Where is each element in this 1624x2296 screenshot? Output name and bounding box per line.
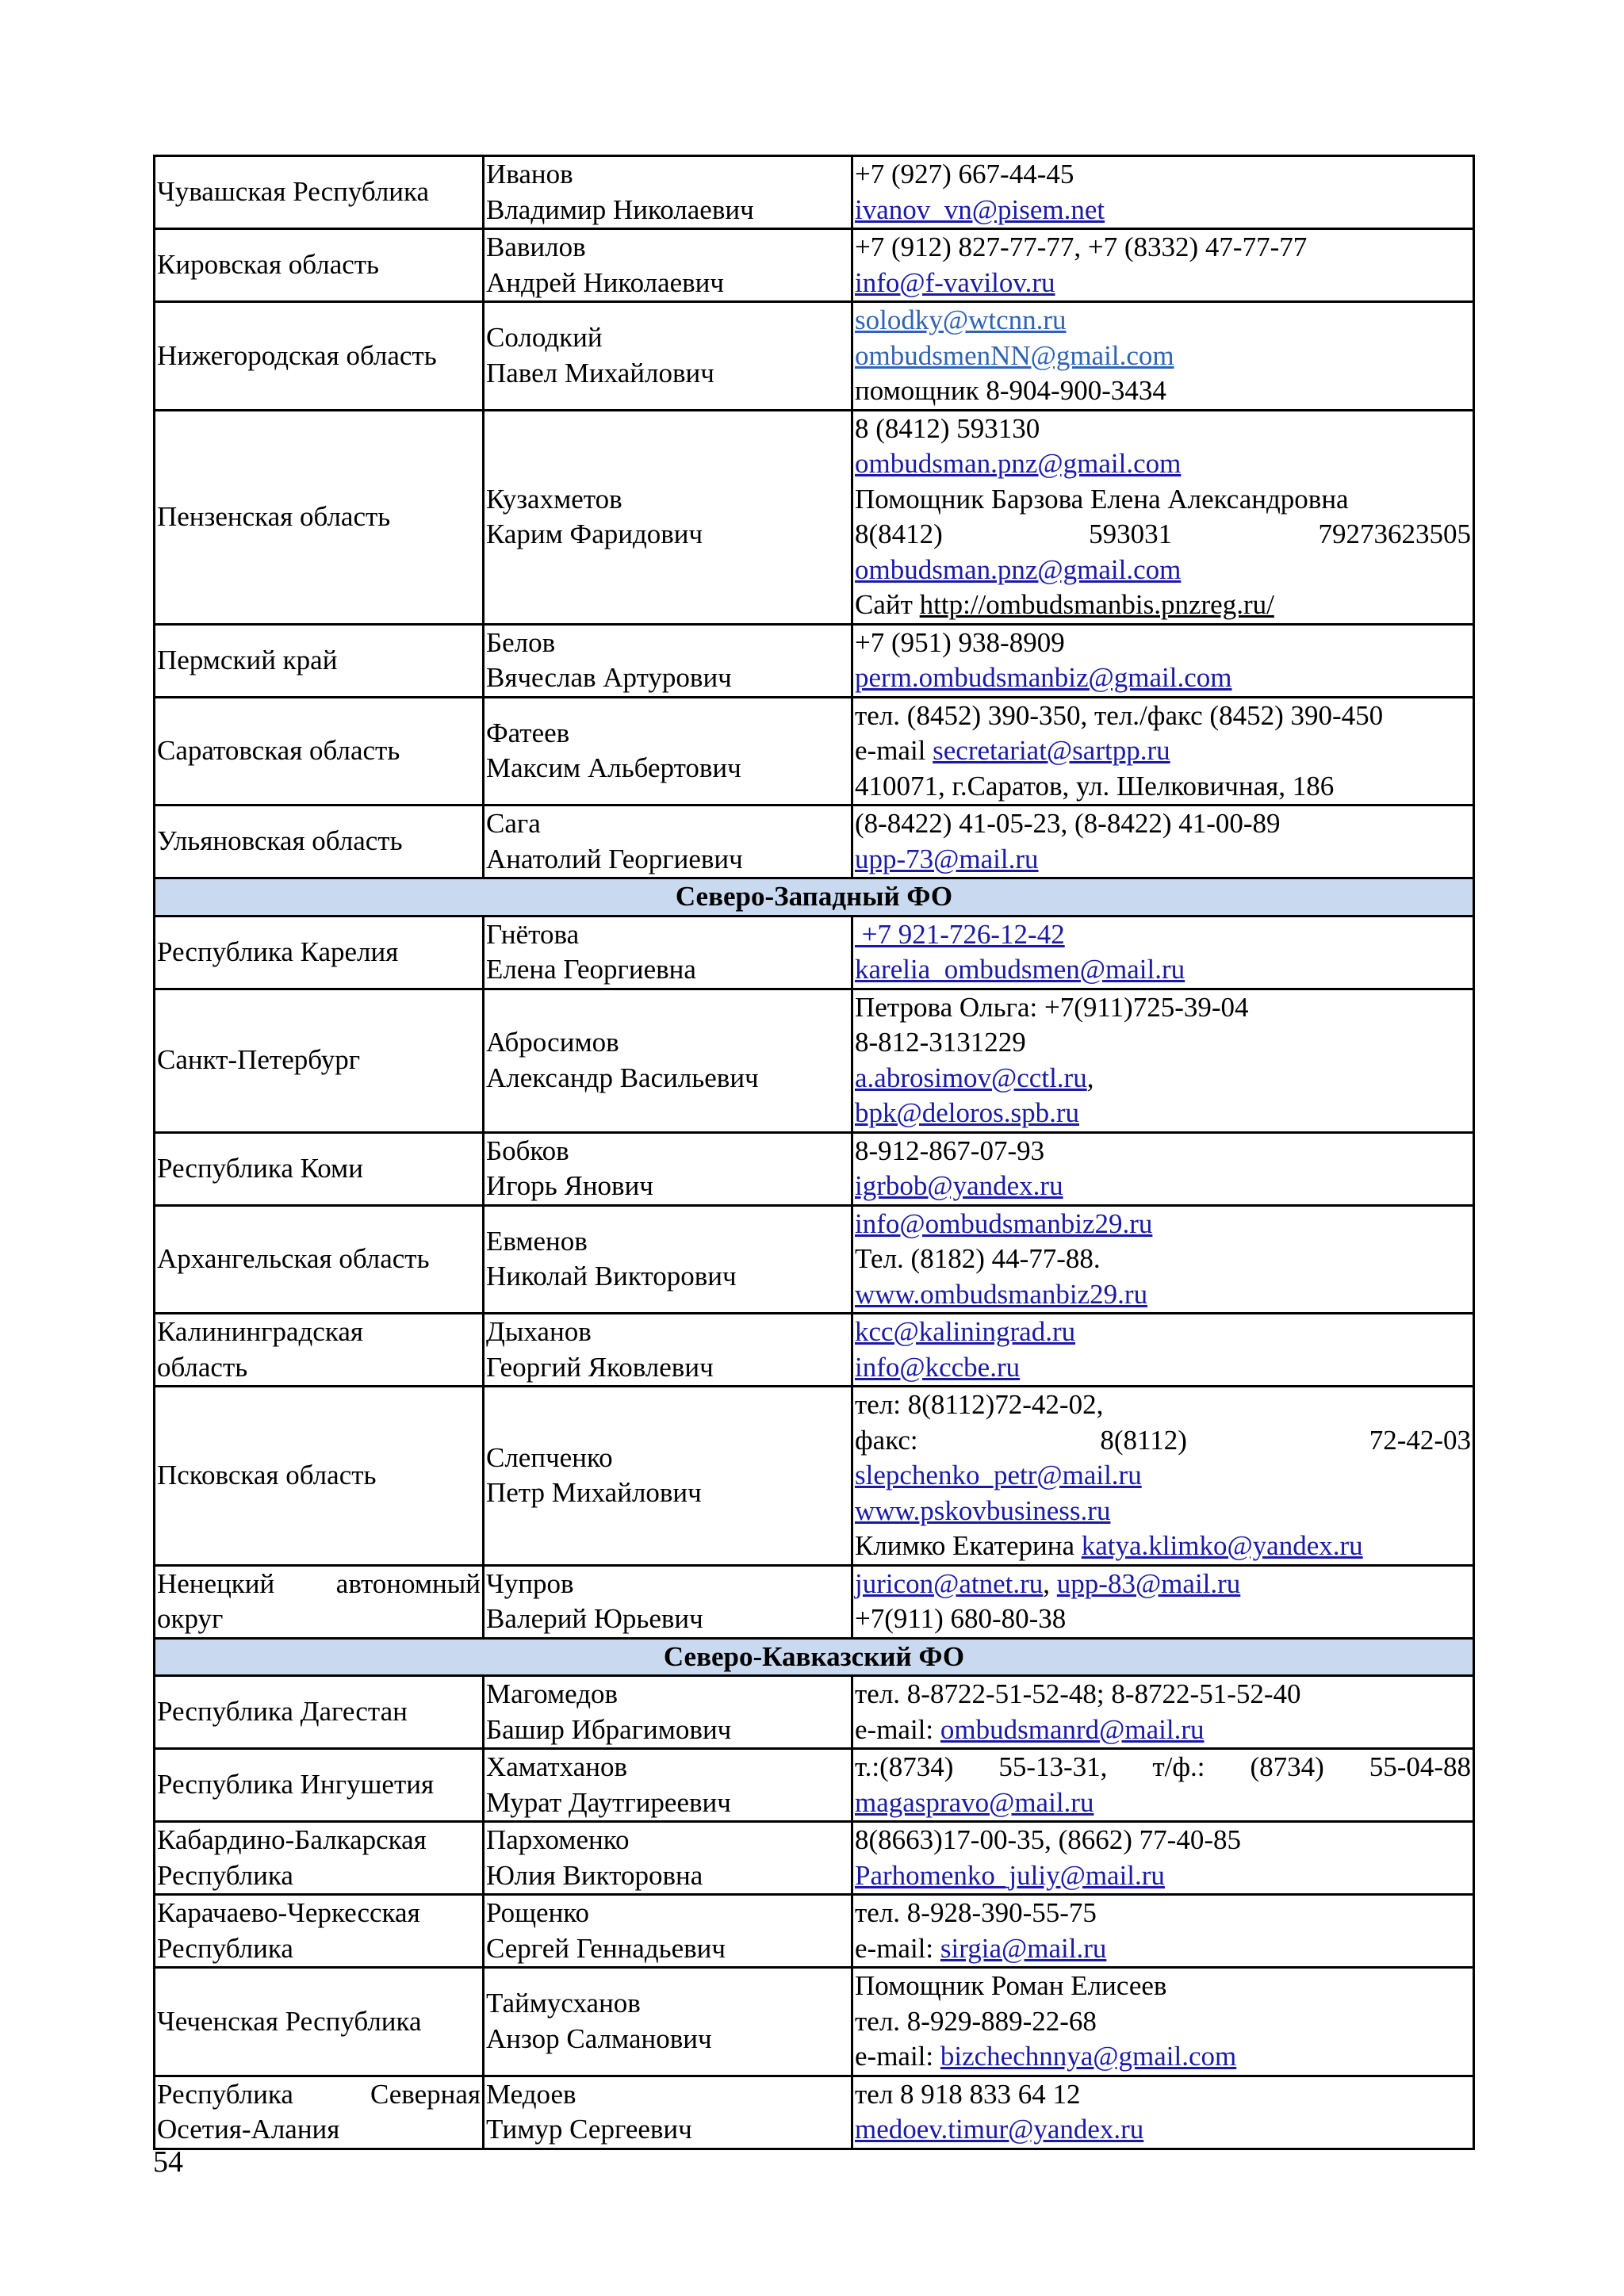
- ombudsman-name-cell: [484, 697, 852, 806]
- region-cell: [155, 229, 484, 302]
- surname: Таймусханов: [486, 1988, 641, 2019]
- surname: Белов: [486, 626, 556, 658]
- ombudsman-contacts-table: [153, 155, 1475, 2150]
- contact-line: [855, 842, 1471, 878]
- ombudsman-name-cell: [484, 806, 852, 878]
- contact-line: [855, 698, 1471, 734]
- contact-line: [855, 1061, 1471, 1096]
- contact-text: 8-812-3131229: [855, 1027, 1026, 1058]
- region-cell: [155, 156, 484, 229]
- table-row: [155, 410, 1474, 624]
- region-name: Ульяновская область: [157, 825, 403, 857]
- contact-line: [855, 1314, 1471, 1350]
- region-name: Карачаево-Черкесская: [157, 1897, 420, 1928]
- email-link[interactable]: info@f-vavilov.ru: [855, 266, 1055, 298]
- contact-text: e-mail:: [855, 1932, 940, 1964]
- given-names: Петр Михайлович: [486, 1477, 702, 1509]
- web-link[interactable]: www.pskovbusiness.ru: [855, 1494, 1111, 1526]
- contact-line: [855, 339, 1471, 374]
- region-cell: [155, 2076, 484, 2149]
- surname: Вавилов: [486, 232, 586, 262]
- surname: Абросимов: [486, 1027, 619, 1058]
- given-names: Георгий Яковлевич: [486, 1351, 714, 1383]
- surname: Иванов: [486, 159, 573, 189]
- given-names: Башир Ибрагимович: [486, 1713, 732, 1745]
- region-cell: [155, 916, 484, 989]
- email-link[interactable]: karelia_ombudsmen@mail.ru: [855, 954, 1185, 985]
- contact-text: 79273623505: [1318, 519, 1471, 549]
- contact-line: [855, 1931, 1471, 1967]
- ombudsman-name-cell: [484, 1822, 852, 1895]
- contact-line: [855, 303, 1471, 339]
- contact-cell: [852, 1895, 1474, 1968]
- region-cell: [155, 806, 484, 878]
- page-number: 54: [153, 2145, 183, 2179]
- given-names: Николай Викторович: [486, 1261, 737, 1292]
- email-link[interactable]: ivanov_vn@pisem.net: [855, 193, 1105, 225]
- surname: Фатеев: [486, 717, 570, 748]
- contact-text: тел: 8(8112)72-42-02,: [855, 1389, 1104, 1420]
- web-link[interactable]: +7 921-726-12-42: [855, 918, 1065, 950]
- contact-line: [855, 1458, 1471, 1494]
- given-names: Валерий Юрьевич: [486, 1603, 703, 1634]
- region-name: Республика Дагестан: [157, 1696, 408, 1728]
- contact-line: [855, 1277, 1471, 1313]
- table-row: [155, 1749, 1474, 1822]
- email-link[interactable]: ombudsmenNN@gmail.com: [855, 339, 1174, 371]
- ombudsman-name-cell: [484, 1565, 852, 1638]
- contact-text: 8(8112): [1100, 1424, 1187, 1456]
- surname: Медоев: [486, 2078, 576, 2110]
- contact-text: Климко Екатерина: [855, 1530, 1082, 1561]
- region-name: Санкт-Петербург: [157, 1044, 361, 1076]
- contact-text: +7 (912) 827-77-77, +7 (8332) 47-77-77: [855, 232, 1308, 262]
- contact-line: [855, 1350, 1471, 1386]
- region-name: Республика: [157, 1932, 293, 1964]
- contact-text: т.:(8734): [855, 1751, 954, 1782]
- contact-line: [855, 1712, 1471, 1748]
- ombudsman-name-cell: [484, 1749, 852, 1822]
- region-cell: [155, 1387, 484, 1566]
- contact-text: 55-04-88: [1369, 1751, 1471, 1782]
- contact-line: [855, 806, 1471, 842]
- surname: Солодкий: [486, 322, 603, 354]
- email-link[interactable]: perm.ombudsmanbiz@gmail.com: [855, 662, 1232, 693]
- contact-line: [855, 1858, 1471, 1894]
- contact-cell: [852, 624, 1474, 697]
- contact-text: 8(8663)17-00-35, (8662) 77-40-85: [855, 1824, 1241, 1855]
- region-name: Псковская область: [157, 1460, 377, 1490]
- given-names: Сергей Геннадьевич: [486, 1932, 726, 1964]
- region-cell: [155, 989, 484, 1132]
- contact-line: [855, 1025, 1471, 1061]
- table-row: [155, 156, 1474, 229]
- contact-cell: [852, 989, 1474, 1132]
- email-link[interactable]: upp-73@mail.ru: [855, 843, 1039, 874]
- region-name: Калининградская: [157, 1316, 363, 1347]
- contact-text: 410071, г.Саратов, ул. Шелковичная, 186: [855, 770, 1335, 802]
- contact-line: [855, 1896, 1471, 1931]
- federal-district-title: Северо-Кавказский ФО: [155, 1638, 1474, 1676]
- region-cell: [155, 697, 484, 806]
- contact-line: [855, 373, 1471, 409]
- table-row: [155, 1205, 1474, 1314]
- email-link[interactable]: ombudsmanrd@mail.ru: [940, 1713, 1205, 1745]
- contact-line: [855, 157, 1471, 193]
- contact-line: [855, 1169, 1471, 1204]
- contact-line: [855, 193, 1471, 228]
- contact-line: [855, 266, 1471, 301]
- surname: Евменов: [486, 1225, 588, 1257]
- region-cell: [155, 1968, 484, 2076]
- contact-line: [855, 411, 1471, 447]
- contact-cell: [852, 302, 1474, 411]
- contact-text: +7 (951) 938-8909: [855, 626, 1065, 658]
- surname: Хаматханов: [486, 1751, 627, 1782]
- region-cell: [155, 1205, 484, 1314]
- contact-text: ,: [1043, 1567, 1057, 1599]
- email-link[interactable]: Parhomenko_juliy@mail.ru: [855, 1859, 1165, 1891]
- table-row: [155, 1968, 1474, 2076]
- surname: Гнётова: [486, 918, 580, 950]
- contact-cell: [852, 1314, 1474, 1387]
- ombudsman-name-cell: [484, 156, 852, 229]
- email-link[interactable]: igrbob@yandex.ru: [855, 1170, 1063, 1201]
- contact-text: Сайт: [855, 589, 920, 620]
- region-cell: [155, 1749, 484, 1822]
- contact-cell: [852, 697, 1474, 806]
- contact-text: тел. 8-928-390-55-75: [855, 1897, 1097, 1928]
- contact-line: [855, 1677, 1471, 1712]
- surname: Слепченко: [486, 1441, 613, 1473]
- email-link[interactable]: juricon@atnet.ru: [855, 1567, 1044, 1599]
- surname: Чупров: [486, 1567, 574, 1599]
- table-row: [155, 1822, 1474, 1895]
- federal-district-title: Северо-Западный ФО: [155, 878, 1474, 916]
- contact-text: 55-13-31,: [998, 1751, 1108, 1782]
- contact-cell: [852, 229, 1474, 302]
- table-row: [155, 1895, 1474, 1968]
- contact-text: 8(8412): [855, 519, 943, 549]
- contact-text: Тел. (8182) 44-77-88.: [855, 1243, 1101, 1274]
- table-row: [155, 624, 1474, 697]
- contact-line: [855, 1567, 1471, 1602]
- ombudsman-name-cell: [484, 989, 852, 1132]
- table-row: [155, 1132, 1474, 1205]
- given-names: Тимур Сергеевич: [486, 2114, 692, 2145]
- contact-text: тел 8 918 833 64 12: [855, 2078, 1081, 2110]
- contact-text: e-mail: [855, 735, 933, 766]
- region-name: Пермский край: [157, 644, 338, 675]
- contact-text: Помощник Роман Елисеев: [855, 1970, 1167, 2001]
- region-cell: [155, 1676, 484, 1749]
- region-name: Республика Северная Осетия-Алания: [157, 2078, 481, 2145]
- contact-cell: [852, 1822, 1474, 1895]
- surname: Сага: [486, 808, 541, 839]
- web-link[interactable]: http://ombudsmanbis.pnzreg.ru/: [919, 589, 1274, 620]
- table-row: [155, 1676, 1474, 1749]
- contact-line: [855, 446, 1471, 482]
- table-row: [155, 806, 1474, 878]
- contact-text: e-mail:: [855, 1713, 940, 1745]
- contact-line: [855, 2004, 1471, 2040]
- contact-text: тел. (8452) 390-350, тел./факс (8452) 390-450: [855, 699, 1384, 731]
- contact-text: тел. 8-8722-51-52-48; 8-8722-51-52-40: [855, 1678, 1301, 1709]
- contact-text: 8-912-867-07-93: [855, 1135, 1045, 1166]
- email-link[interactable]: bpk@deloros.spb.ru: [855, 1097, 1080, 1128]
- contact-line: [855, 1096, 1471, 1131]
- email-link[interactable]: ombudsman.pnz@gmail.com: [855, 553, 1182, 585]
- surname: Пархоменко: [486, 1824, 630, 1855]
- region-name: Пензенская область: [157, 500, 391, 532]
- contact-line: [855, 1494, 1471, 1529]
- contact-line: [855, 1529, 1471, 1564]
- contact-cell: [852, 2076, 1474, 2149]
- contact-text: факс:: [855, 1424, 918, 1456]
- region-name: Кировская область: [157, 249, 380, 281]
- region-name: Саратовская область: [157, 735, 400, 766]
- contact-line: [855, 660, 1471, 696]
- contact-cell: [852, 1676, 1474, 1749]
- ombudsman-name-cell: [484, 1387, 852, 1566]
- contact-text: 8 (8412) 593130: [855, 412, 1040, 444]
- contact-line: [855, 990, 1471, 1026]
- ombudsman-name-cell: [484, 624, 852, 697]
- region-name: Ненецкий автономный округ: [157, 1567, 481, 1634]
- contact-text: +7(911) 680-80-38: [855, 1603, 1067, 1634]
- region-name: Кабардино-Балкарская: [157, 1824, 427, 1855]
- contact-cell: [852, 1387, 1474, 1566]
- contact-line: [855, 626, 1471, 661]
- surname: Рощенко: [486, 1897, 590, 1928]
- contact-text: e-mail:: [855, 2041, 940, 2072]
- given-names: Вячеслав Артурович: [486, 662, 732, 693]
- contact-text: 593031: [1089, 519, 1173, 549]
- email-link[interactable]: bizchechnnya@gmail.com: [940, 2041, 1237, 2072]
- table-row: [155, 697, 1474, 806]
- region-cell: [155, 1132, 484, 1205]
- region-name: область: [157, 1351, 248, 1383]
- contact-cell: [852, 1205, 1474, 1314]
- contact-text: помощник 8-904-900-3434: [855, 375, 1166, 406]
- contact-line: [855, 733, 1471, 769]
- region-name: Архангельская область: [157, 1243, 430, 1274]
- given-names: Александр Васильевич: [486, 1062, 759, 1093]
- ombudsman-name-cell: [484, 1895, 852, 1968]
- contact-line: [855, 2039, 1471, 2075]
- region-name: Республика Ингушетия: [157, 1769, 435, 1800]
- region-name: Республика: [157, 1859, 293, 1891]
- region-name: Республика Коми: [157, 1152, 363, 1184]
- contact-cell: [852, 1749, 1474, 1822]
- contact-line: [855, 553, 1471, 588]
- contact-line: [855, 1601, 1471, 1637]
- surname: Кузахметов: [486, 483, 622, 515]
- table-row: [155, 2076, 1474, 2149]
- contact-line: [855, 1823, 1471, 1858]
- ombudsman-name-cell: [484, 1314, 852, 1387]
- contact-line: [855, 2112, 1471, 2148]
- given-names: Елена Георгиевна: [486, 954, 696, 985]
- contact-line: [855, 1969, 1471, 2004]
- region-cell: [155, 302, 484, 411]
- ombudsman-name-cell: [484, 916, 852, 989]
- surname: Дыханов: [486, 1316, 592, 1347]
- region-cell: [155, 1822, 484, 1895]
- email-link[interactable]: info@kccbe.ru: [855, 1351, 1021, 1383]
- table-row: [155, 989, 1474, 1132]
- web-link[interactable]: www.ombudsmanbiz29.ru: [855, 1278, 1148, 1310]
- email-link[interactable]: ombudsman.pnz@gmail.com: [855, 448, 1182, 479]
- table-row: [155, 302, 1474, 411]
- contact-cell: [852, 916, 1474, 989]
- email-link[interactable]: kcc@kaliningrad.ru: [855, 1316, 1076, 1347]
- region-cell: [155, 410, 484, 624]
- ombudsman-name-cell: [484, 1132, 852, 1205]
- email-link[interactable]: medoev.timur@yandex.ru: [855, 2114, 1144, 2145]
- table-row: [155, 229, 1474, 302]
- contact-line: [855, 1423, 1471, 1459]
- contact-text: (8-8422) 41-05-23, (8-8422) 41-00-89: [855, 808, 1281, 839]
- contact-line: [855, 2077, 1471, 2113]
- table-row: [155, 1565, 1474, 1638]
- ombudsman-name-cell: [484, 1676, 852, 1749]
- contact-text: т/ф.:: [1152, 1751, 1205, 1782]
- contact-line: [855, 952, 1471, 988]
- ombudsman-name-cell: [484, 302, 852, 411]
- contact-cell: [852, 806, 1474, 878]
- region-name: Чеченская Республика: [157, 2005, 422, 2037]
- contact-line: [855, 1134, 1471, 1169]
- contact-line: [855, 1242, 1471, 1277]
- contact-line: [855, 917, 1471, 953]
- region-name: Республика Карелия: [157, 936, 399, 967]
- email-link[interactable]: slepchenko_petr@mail.ru: [855, 1460, 1142, 1490]
- contact-text: тел. 8-929-889-22-68: [855, 2005, 1097, 2037]
- ombudsman-name-cell: [484, 229, 852, 302]
- email-link[interactable]: sirgia@mail.ru: [940, 1932, 1107, 1964]
- given-names: Анатолий Георгиевич: [486, 843, 743, 874]
- given-names: Игорь Янович: [486, 1170, 653, 1201]
- given-names: Павел Михайлович: [486, 357, 714, 388]
- contact-line: [855, 1750, 1471, 1785]
- ombudsman-name-cell: [484, 2076, 852, 2149]
- contact-cell: [852, 410, 1474, 624]
- contact-text: Помощник Барзова Елена Александровна: [855, 483, 1349, 515]
- contact-line: [855, 1207, 1471, 1242]
- region-name: Нижегородская область: [157, 339, 437, 371]
- contact-line: [855, 230, 1471, 266]
- contact-line: [855, 1387, 1471, 1423]
- contact-text: +7 (927) 667-44-45: [855, 159, 1074, 189]
- given-names: Мурат Даутгиреевич: [486, 1786, 731, 1818]
- surname: Бобков: [486, 1135, 569, 1166]
- email-link[interactable]: magaspravo@mail.ru: [855, 1786, 1094, 1818]
- region-cell: [155, 1314, 484, 1387]
- table-row: [155, 1387, 1474, 1566]
- contact-line: [855, 769, 1471, 805]
- given-names: Владимир Николаевич: [486, 193, 754, 225]
- contact-line: [855, 517, 1471, 553]
- contact-text: Петрова Ольга: +7(911)725-39-04: [855, 991, 1249, 1023]
- email-link[interactable]: secretariat@sartpp.ru: [933, 735, 1170, 766]
- region-name: Чувашская Республика: [157, 176, 430, 208]
- given-names: Юлия Викторовна: [486, 1859, 703, 1891]
- surname: Магомедов: [486, 1678, 619, 1709]
- federal-district-header: [155, 1638, 1474, 1676]
- given-names: Анзор Салманович: [486, 2022, 712, 2054]
- given-names: Карим Фаридович: [486, 519, 703, 549]
- ombudsman-name-cell: [484, 1968, 852, 2076]
- ombudsman-name-cell: [484, 1205, 852, 1314]
- email-link[interactable]: katya.klimko@yandex.ru: [1081, 1530, 1363, 1561]
- contact-cell: [852, 156, 1474, 229]
- region-cell: [155, 1895, 484, 1968]
- contact-line: [855, 482, 1471, 518]
- ombudsman-name-cell: [484, 410, 852, 624]
- contact-cell: [852, 1565, 1474, 1638]
- region-cell: [155, 1565, 484, 1638]
- contact-line: [855, 1785, 1471, 1821]
- contact-text: (8734): [1250, 1751, 1324, 1782]
- given-names: Максим Альбертович: [486, 752, 741, 784]
- contact-cell: [852, 1968, 1474, 2076]
- contact-line: [855, 587, 1471, 623]
- email-link[interactable]: solodky@wtcnn.ru: [855, 304, 1067, 335]
- table-row: [155, 916, 1474, 989]
- email-link[interactable]: upp-83@mail.ru: [1056, 1567, 1241, 1599]
- contact-cell: [852, 1132, 1474, 1205]
- region-cell: [155, 624, 484, 697]
- given-names: Андрей Николаевич: [486, 266, 724, 298]
- email-link[interactable]: info@ombudsmanbiz29.ru: [855, 1207, 1153, 1239]
- email-link[interactable]: a.abrosimov@cctl.ru: [855, 1062, 1087, 1093]
- contact-text: ,: [1086, 1062, 1094, 1093]
- federal-district-header: [155, 878, 1474, 916]
- contact-text: 72-42-03: [1369, 1424, 1471, 1456]
- table-row: [155, 1314, 1474, 1387]
